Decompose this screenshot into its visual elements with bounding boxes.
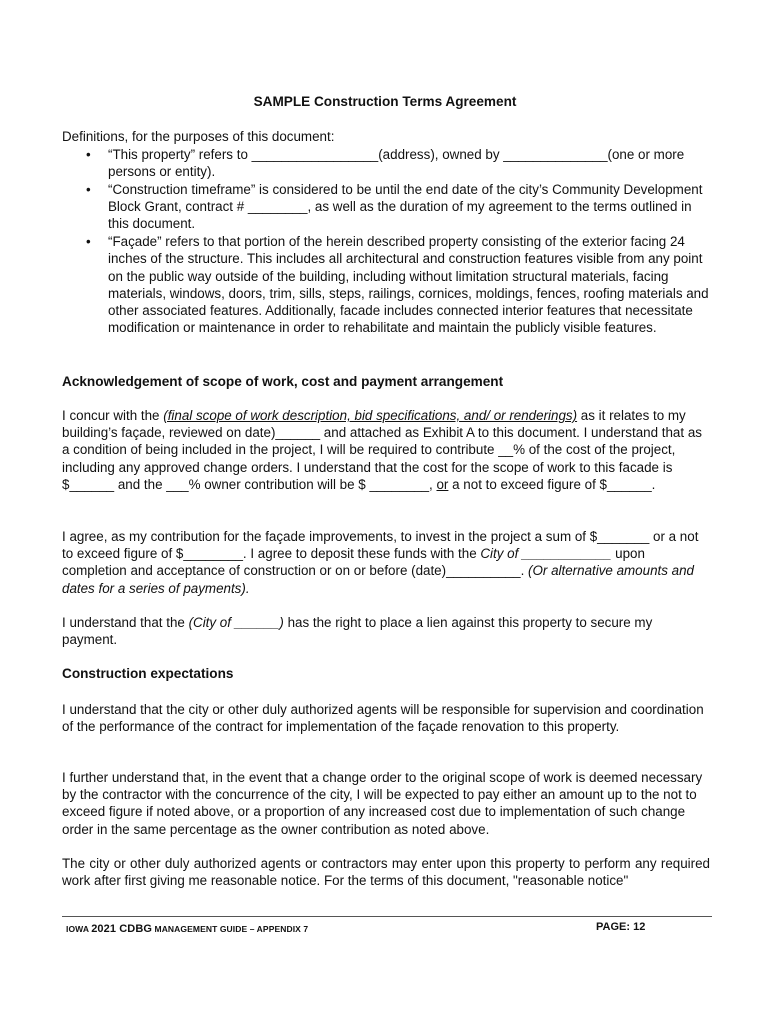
construction-paragraph-1: I understand that the city or other duly authorized agents will be responsible for supervision and coordination of the performance of the contract for implementation of the façade renovation to this property. — [62, 702, 704, 735]
footer-guide-title: IOWA 2021 CDBG MANAGEMENT GUIDE – APPENDIX 7 — [66, 923, 309, 935]
construction-heading: Construction expectations — [62, 666, 234, 681]
page-number: PAGE: 12 — [596, 921, 646, 933]
bullet-icon: • — [86, 182, 91, 197]
footer-divider — [62, 916, 712, 917]
definition-item: • “Façade” refers to that portion of the herein described property consisting of the exterior facing 24 inches of the structure. This includes all architectural and construction features visible from any point on the public way outside of the building, including without limitation structural materials, facing materials, windows, doors, trim, sills, steps, railings, cornices, moldings, fences, roofing materials and other associated features. Additionally, facade includes connected interior features that necessitate modification or maintenance in order to rehabilitate and maintain the publicly visible features. — [86, 234, 709, 336]
construction-paragraph-3: The city or other duly authorized agents or contractors may enter upon this property to perform any required work after first giving me reasonable notice. For the terms of this document, "reasonable notice" — [62, 856, 710, 889]
document-title: SAMPLE Construction Terms Agreement — [253, 94, 517, 109]
ack-heading: Acknowledgement of scope of work, cost and payment arrangement — [62, 374, 504, 389]
bullet-icon: • — [86, 147, 91, 162]
definition-item: • “This property” refers to _________________(address), owned by ______________(one or more persons or entity). — [86, 147, 685, 180]
ack-paragraph-1: I concur with the (final scope of work description, bid specifications, and/ or renderings) as it relates to my building’s façade, reviewed on date)______ and attached as Exhibit A to this document. I understand that as a condition of being included in the project, I will be required to contribute __% of the cost of the project, including any approved change orders. I understand that the cost for the scope of work to this facade is $______ and the ___% owner contribution will be $ ________, or a not to exceed figure of $______. — [62, 408, 702, 492]
definition-item: • “Construction timeframe” is considered to be until the end date of the city’s Community Development Block Grant, contract # ________, as well as the duration of my agreement to the terms outlined in this document. — [86, 182, 703, 232]
ack-paragraph-3: I understand that the (City of ______) has the right to place a lien against this property to secure my payment. — [62, 615, 653, 648]
definitions-intro: Definitions, for the purposes of this document: — [62, 129, 335, 144]
bullet-icon: • — [86, 234, 91, 250]
definitions-list — [62, 146, 710, 337]
ack-paragraph-2: I agree, as my contribution for the façade improvements, to invest in the project a sum of $_______ or a not to exceed figure of $________. I agree to deposit these funds with the City of ____________ upon completion and acceptance of construction or on or before (date)__________. (Or alternative amounts and dates for a series of payments). — [62, 529, 699, 596]
construction-paragraph-2: I further understand that, in the event that a change order to the original scope of work is deemed necessary by the contractor with the concurrence of the city, I will be expected to pay either an amount up to the not to exceed figure if noted above, or a proportion of any increased cost due to implementation of such change order in the same percentage as the owner contribution as noted above. — [62, 770, 703, 837]
